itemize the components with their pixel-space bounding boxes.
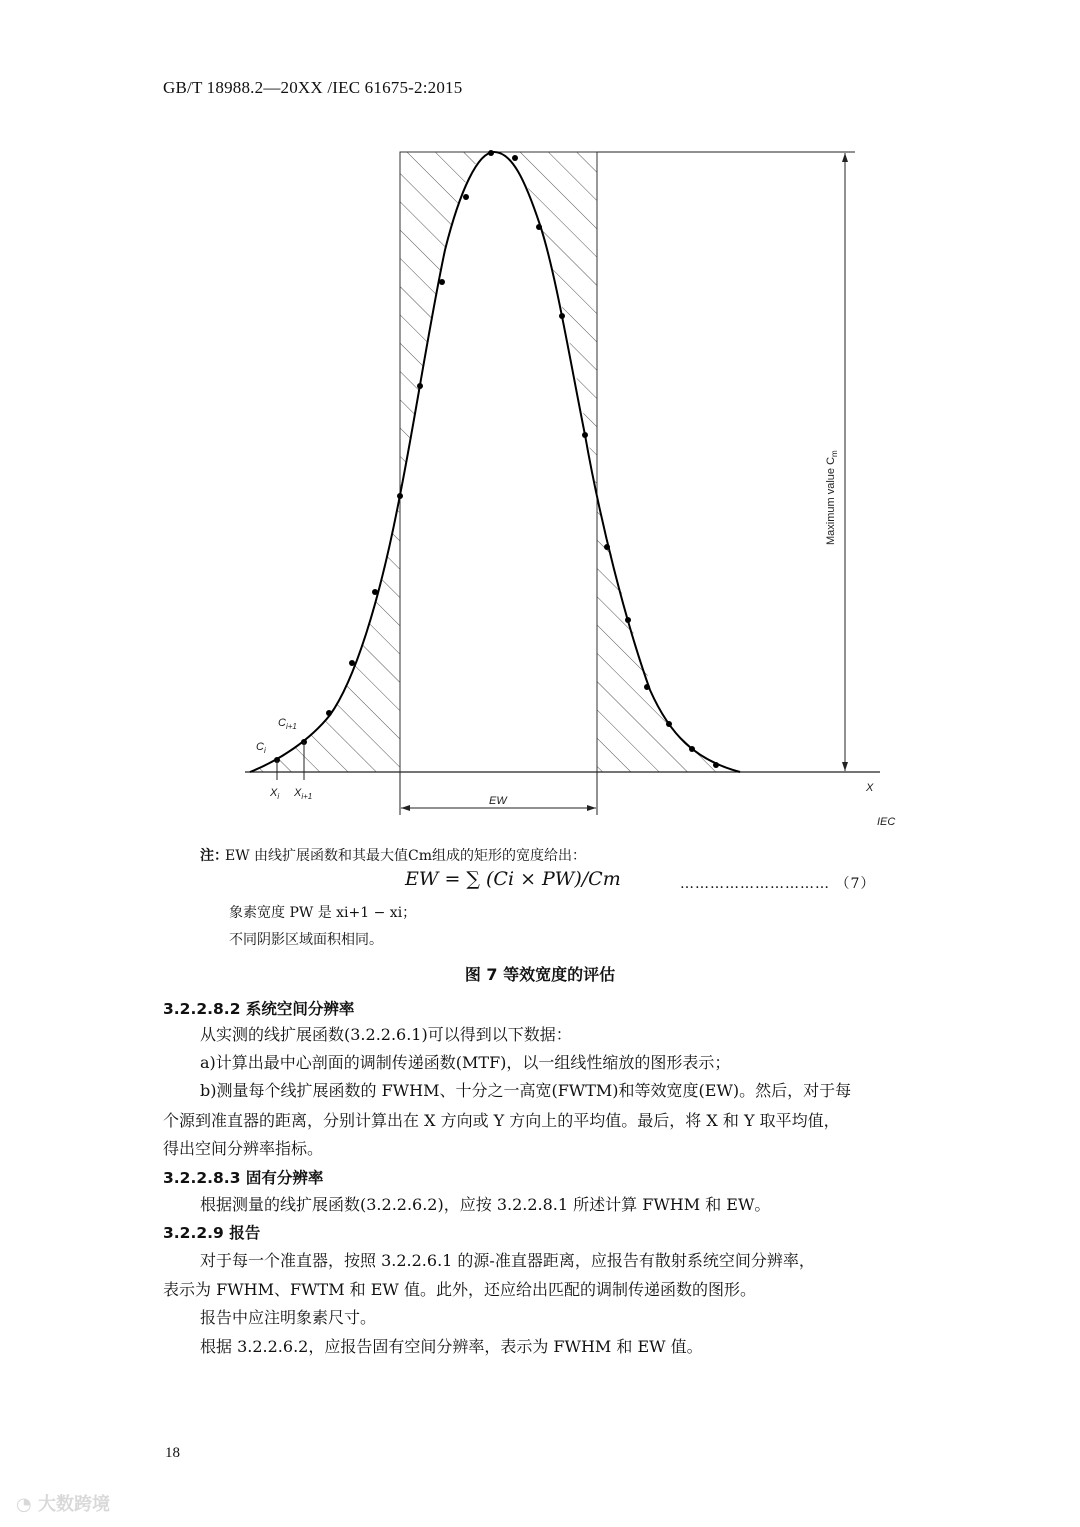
sample-point — [488, 150, 494, 156]
sample-point — [582, 432, 588, 438]
sample-point — [625, 617, 631, 623]
note-label: 注： — [200, 848, 228, 864]
paragraph: 根据 3.2.2.6.2，应报告固有空间分辨率，表示为 FWHM 和 EW 值。 — [200, 1337, 703, 1356]
sample-point — [536, 224, 542, 230]
paragraph: 根据测量的线扩展函数(3.2.2.6.2)，应按 3.2.2.8.1 所述计算 FWHM 和 EW。 — [200, 1195, 771, 1214]
iec-mark: IEC — [877, 816, 896, 828]
paragraph-continued: 个源到准直器的距离，分别计算出在 X 方向或 Y 方向上的平均值。最后，将 X 和 Y 取平均值， — [163, 1111, 840, 1130]
section-heading-3-2-2-8-2: 3.2.2.8.2 系统空间分辨率 — [163, 1000, 355, 1018]
sample-point — [666, 721, 672, 727]
figure-caption: 图 7 等效宽度的评估 — [464, 965, 616, 984]
x-axis-label: X — [866, 782, 874, 794]
hatched-tail-left — [250, 495, 400, 772]
sample-point — [644, 684, 650, 690]
ew-formula: EW = ∑ (Ci × PW)/Cm — [405, 868, 621, 890]
sample-point — [417, 383, 423, 389]
paragraph: a)计算出最中心剖面的调制传递函数(MTF)，以一组线性缩放的图形表示； — [200, 1053, 731, 1072]
watermark-logo-icon: ◔ — [16, 1494, 32, 1515]
hatched-tail-right — [597, 495, 740, 772]
paragraph-continued: 表示为 FWHM、FWTM 和 EW 值。此外，还应给出匹配的调制传递函数的图形。 — [163, 1280, 756, 1299]
paragraph: 报告中应注明象素尺寸。 — [200, 1308, 377, 1327]
formula-number: ………………………… （7） — [680, 876, 876, 892]
sample-point — [559, 313, 565, 319]
max-value-label: Maximum value $C_m$ — [825, 450, 839, 545]
sample-point — [604, 544, 610, 550]
sample-point — [349, 660, 355, 666]
ci1-label: $C_{i+1}$ — [278, 717, 297, 731]
line-spread-curve — [250, 152, 740, 772]
sample-point — [397, 493, 403, 499]
sample-point — [689, 746, 695, 752]
equal-area-note: 不同阴影区域面积相同。 — [229, 932, 383, 948]
note-text: EW 由线扩展函数和其最大值Cm组成的矩形的宽度给出： — [225, 848, 587, 864]
xi1-label: $X_{i+1}$ — [294, 787, 313, 801]
paragraph: 从实测的线扩展函数(3.2.2.6.1)可以得到以下数据： — [200, 1025, 572, 1044]
watermark: ◔ 大数跨境 — [16, 1494, 110, 1515]
sample-point — [512, 155, 518, 161]
sample-point — [326, 710, 332, 716]
document-header: GB/T 18988.2—20XX /IEC 61675-2:2015 — [163, 78, 463, 97]
section-heading-3-2-2-8-3: 3.2.2.8.3 固有分辨率 — [163, 1169, 324, 1187]
sample-point — [713, 762, 719, 768]
paragraph: b)测量每个线扩展函数的 FWHM、十分之一高宽(FWTM)和等效宽度(EW)。然后，对于每 — [200, 1081, 852, 1100]
sample-point — [463, 194, 469, 200]
xi-label: $X_i$ — [270, 787, 280, 801]
page-number: 18 — [165, 1445, 180, 1461]
pixel-width-definition: 象素宽度 PW 是 xi+1 − xi； — [229, 905, 417, 921]
ew-label: EW — [489, 795, 507, 807]
sample-point — [372, 589, 378, 595]
sample-points — [274, 150, 719, 768]
ci-label: $C_i$ — [256, 741, 266, 755]
hatched-region-right-inner — [494, 152, 597, 495]
paragraph-continued: 得出空间分辨率指标。 — [163, 1139, 324, 1158]
section-heading-3-2-2-9: 3.2.2.9 报告 — [163, 1224, 261, 1242]
sample-point — [439, 279, 445, 285]
paragraph: 对于每一个准直器，按照 3.2.2.6.1 的源-准直器距离，应报告有散射系统空间分辨率， — [200, 1251, 815, 1270]
hatched-region-left-inner — [400, 152, 494, 495]
